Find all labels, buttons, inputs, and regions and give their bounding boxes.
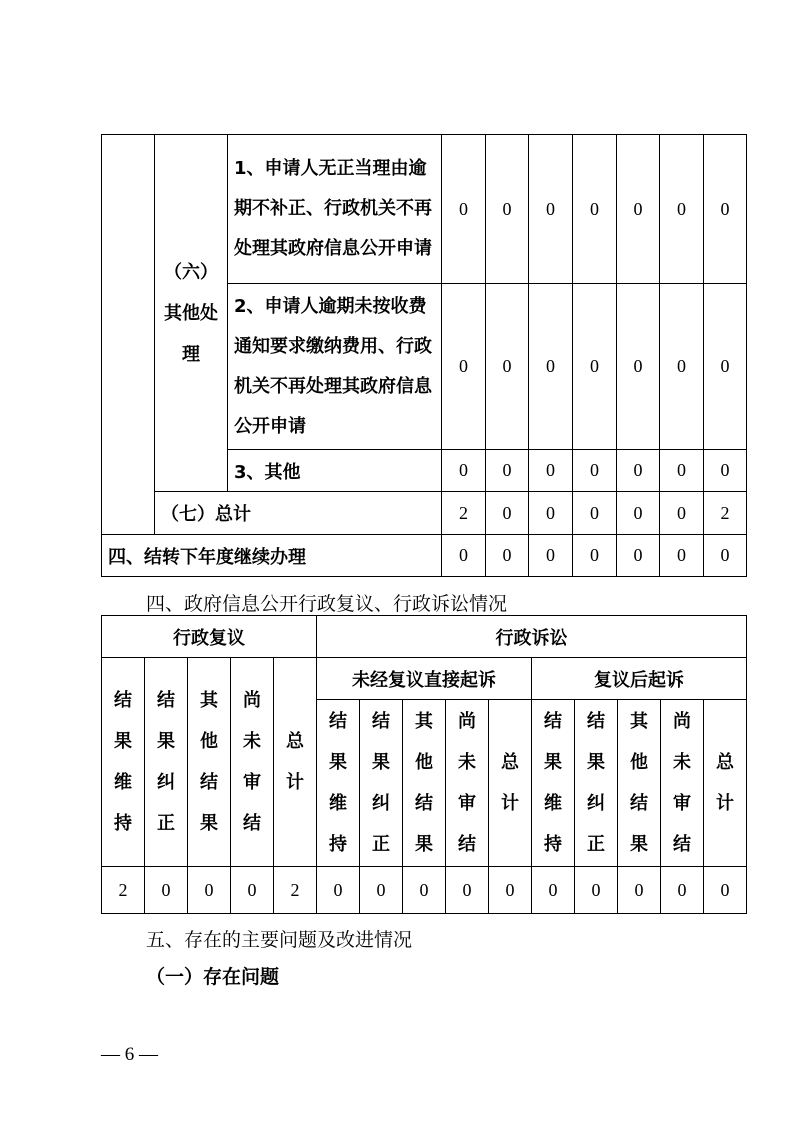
value-cell: 0: [660, 535, 704, 577]
section5-heading: 五、存在的主要问题及改进情况: [146, 929, 413, 951]
value-cell: 2: [274, 867, 317, 914]
value-cell: 0: [231, 867, 274, 914]
admin-litigation-header: 行政诉讼: [317, 616, 747, 658]
value-cell: 0: [704, 284, 747, 450]
table-row: [102, 867, 747, 914]
value-cell: 0: [486, 450, 529, 492]
col-header: 总计: [489, 700, 532, 867]
page-number: — 6 —: [101, 1044, 158, 1065]
value-cell: 0: [617, 492, 660, 535]
value-cell: 0: [704, 450, 747, 492]
table-row: [102, 492, 747, 535]
value-cell: 0: [618, 867, 661, 914]
suit-after-review-header: 复议后起诉: [532, 658, 747, 700]
section4-heading: 四、政府信息公开行政复议、行政诉讼情况: [146, 593, 508, 615]
value-cell: 0: [317, 867, 360, 914]
value-cell: 0: [486, 492, 529, 535]
value-cell: 0: [660, 284, 704, 450]
total-label: （七）总计: [155, 492, 442, 535]
value-cell: 0: [446, 867, 489, 914]
value-cell: 0: [660, 135, 704, 284]
col-header: 总计: [274, 658, 317, 867]
col-header: 其他结果: [188, 658, 231, 867]
subheading: （一）存在问题: [146, 966, 280, 988]
col-header: 结果维持: [102, 658, 145, 867]
value-cell: 0: [617, 135, 660, 284]
value-cell: 0: [573, 284, 617, 450]
value-cell: 0: [575, 867, 618, 914]
value-cell: 0: [486, 535, 529, 577]
value-cell: 0: [617, 535, 660, 577]
value-cell: 0: [617, 284, 660, 450]
group-label: [155, 135, 228, 492]
value-cell: 2: [442, 492, 486, 535]
value-cell: 0: [529, 135, 573, 284]
value-cell: 0: [360, 867, 403, 914]
value-cell: 0: [704, 867, 747, 914]
admin-review-header: 行政复议: [102, 616, 317, 658]
col-header: 尚未审结: [661, 700, 704, 867]
value-cell: 0: [660, 450, 704, 492]
col-header: 总计: [704, 700, 747, 867]
col-header: 结果纠正: [360, 700, 403, 867]
col-header: 结果纠正: [145, 658, 188, 867]
value-cell: 0: [486, 135, 529, 284]
value-cell: 0: [573, 135, 617, 284]
value-cell: 0: [573, 492, 617, 535]
direct-suit-header: 未经复议直接起诉: [317, 658, 532, 700]
value-cell: 0: [529, 450, 573, 492]
value-cell: 0: [660, 492, 704, 535]
carryover-label: 四、结转下年度继续办理: [102, 535, 442, 577]
row-label: 2、申请人逾期未按收费通知要求缴纳费用、行政机关不再处理其政府信息公开申请: [228, 284, 442, 450]
value-cell: 0: [529, 492, 573, 535]
value-cell: 0: [529, 284, 573, 450]
table-row: [102, 135, 747, 284]
value-cell: 0: [188, 867, 231, 914]
value-cell: 0: [704, 535, 747, 577]
table-row: [102, 616, 747, 658]
table-row: [102, 535, 747, 577]
review-litigation-table: [101, 615, 747, 914]
value-cell: 0: [486, 284, 529, 450]
row-label: 1、申请人无正当理由逾期不补正、行政机关不再处理其政府信息公开申请: [228, 135, 442, 284]
disposition-table: [101, 134, 747, 577]
blank-cell: [102, 135, 155, 535]
group-label-text: （六）其他处理: [164, 261, 218, 365]
col-header: 结果维持: [532, 700, 575, 867]
col-header: 尚未审结: [231, 658, 274, 867]
col-header: 结果纠正: [575, 700, 618, 867]
row-label: 3、其他: [228, 450, 442, 492]
value-cell: 0: [573, 535, 617, 577]
col-header: 尚未审结: [446, 700, 489, 867]
value-cell: 0: [145, 867, 188, 914]
value-cell: 0: [704, 135, 747, 284]
value-cell: 0: [442, 135, 486, 284]
value-cell: 0: [532, 867, 575, 914]
table-row: [102, 658, 747, 700]
value-cell: 0: [442, 450, 486, 492]
value-cell: 0: [661, 867, 704, 914]
value-cell: 0: [489, 867, 532, 914]
col-header: 其他结果: [618, 700, 661, 867]
col-header: 其他结果: [403, 700, 446, 867]
value-cell: 0: [617, 450, 660, 492]
col-header: 结果维持: [317, 700, 360, 867]
value-cell: 0: [573, 450, 617, 492]
value-cell: 0: [403, 867, 446, 914]
value-cell: 0: [442, 284, 486, 450]
value-cell: 2: [704, 492, 747, 535]
value-cell: 0: [529, 535, 573, 577]
value-cell: 2: [102, 867, 145, 914]
value-cell: 0: [442, 535, 486, 577]
